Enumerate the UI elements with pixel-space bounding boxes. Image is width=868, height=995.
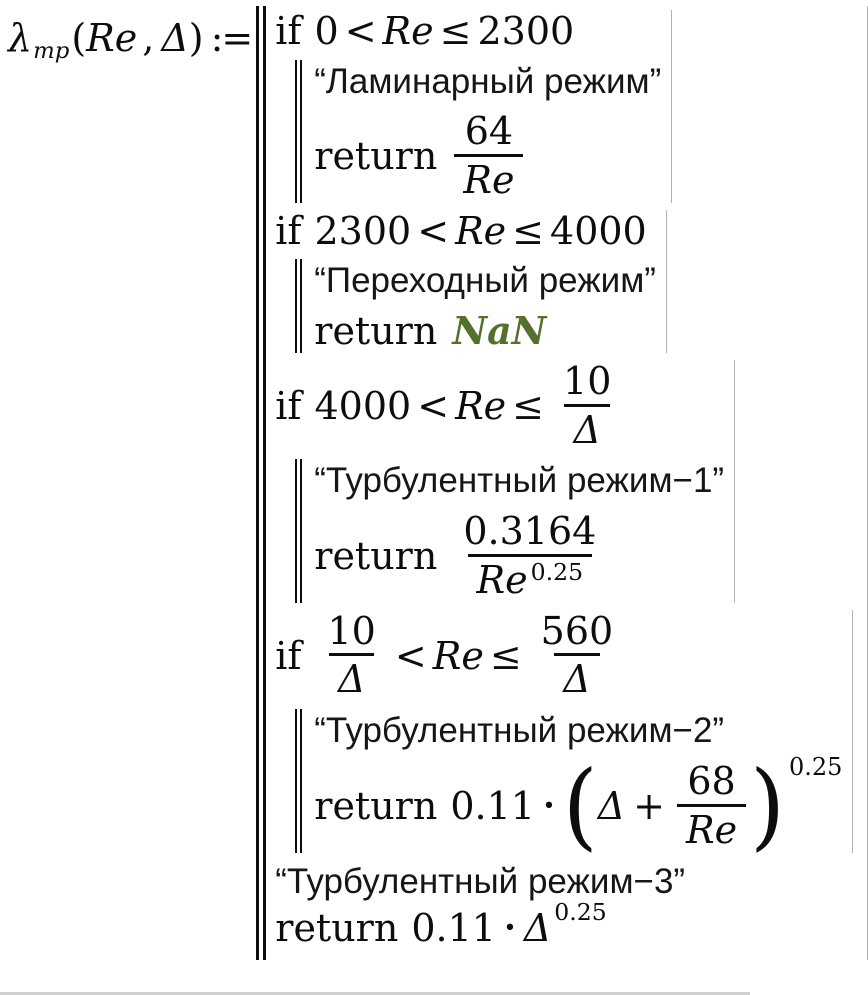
fraction-numerator: 560 (540, 608, 614, 653)
condition-line (275, 610, 626, 703)
return-line (314, 110, 527, 203)
keyword-return: return (314, 309, 438, 354)
left-paren: ( (562, 750, 598, 861)
exponent: 0.25 (530, 557, 584, 586)
lhs-left-paren: ( (71, 16, 87, 60)
function-symbol-lambda: λ (8, 16, 33, 60)
less-equal-operator: ≤ (512, 208, 545, 253)
assign-operator: := (210, 16, 252, 60)
variable-re: Re (432, 633, 484, 678)
branch-body (295, 60, 661, 203)
argument-delta: Δ (161, 16, 189, 60)
less-equal-operator: ≤ (439, 9, 472, 53)
condition-line (275, 10, 574, 53)
less-equal-operator: ≤ (512, 383, 545, 428)
less-equal-operator: ≤ (489, 633, 522, 678)
condition-line (275, 360, 624, 453)
plus-operator: + (633, 784, 665, 829)
if-branch-transitional (275, 210, 667, 353)
regime-label-laminar: “Ламинарный режим” (314, 61, 662, 101)
regime-label-transitional: “Переходный режим” (314, 261, 656, 301)
upper-bound-fraction (554, 360, 620, 453)
fraction-denominator: Re (677, 804, 746, 853)
keyword-if: if (275, 208, 302, 253)
condition-lower-bound: 2300 (314, 208, 412, 253)
function-subscript: mp (33, 37, 70, 64)
coefficient: 0.11 (411, 906, 496, 951)
if-branch-turbulent-2 (275, 608, 853, 861)
keyword-if: if (275, 633, 302, 678)
variable-re: Re (455, 383, 507, 428)
return-line (314, 750, 843, 861)
condition-upper-bound: 4000 (550, 208, 647, 253)
variable-re: Re (382, 9, 434, 53)
coefficient: 0.11 (450, 784, 535, 829)
exponent: 0.25 (788, 753, 843, 782)
upper-bound-fraction (532, 610, 623, 703)
keyword-return: return (314, 134, 438, 179)
fraction-denominator: Δ (564, 404, 609, 453)
condition-lower-bound: 4000 (314, 383, 412, 428)
program-statements (275, 6, 868, 960)
return-line-else (275, 897, 607, 951)
regime-label-turbulent-3: “Турбулентный режим−3” (275, 861, 686, 901)
less-than-operator: < (344, 9, 377, 53)
multiplication-dot: · (542, 786, 555, 827)
lower-bound-fraction (319, 610, 385, 703)
return-line (314, 510, 609, 603)
less-than-operator: < (417, 208, 450, 253)
keyword-return: return (314, 534, 438, 579)
variable-delta: Δ (523, 906, 552, 951)
fraction-denominator (468, 554, 593, 603)
keyword-if: if (275, 9, 302, 53)
lhs-right-paren: ) (188, 16, 204, 60)
fraction-denominator: Δ (329, 653, 374, 702)
regime-label-turbulent-2: “Турбулентный режим−2” (314, 711, 725, 751)
fraction-numerator: 64 (464, 109, 514, 154)
less-than-operator: < (394, 633, 427, 678)
fraction (454, 110, 523, 203)
program-block (256, 6, 868, 960)
fraction-numerator: 0.3164 (463, 509, 597, 554)
fraction-numerator: 10 (563, 358, 612, 403)
branch-bracket (295, 60, 302, 203)
regime-label-turbulent-1: “Турбулентный режим−1” (314, 461, 725, 501)
condition-lower-bound: 0 (314, 9, 339, 53)
argument-re: Re (86, 16, 138, 60)
keyword-return: return (314, 784, 438, 829)
fraction (677, 760, 746, 853)
nan-value: NaN (452, 308, 547, 354)
keyword-if: if (275, 383, 302, 428)
branch-bracket (295, 709, 302, 852)
variable-delta: Δ (597, 784, 626, 829)
branch-body (295, 709, 843, 861)
return-line (314, 310, 546, 353)
exponent: 0.25 (554, 897, 607, 926)
condition-line (275, 210, 646, 253)
function-lhs (8, 6, 252, 64)
fraction (454, 510, 605, 603)
right-paren: ) (750, 750, 785, 861)
branch-body (295, 259, 656, 352)
argument-comma: , (142, 16, 155, 60)
variable-re: Re (476, 557, 528, 602)
if-branch-turbulent-1 (275, 360, 735, 603)
variable-re: Re (455, 208, 507, 253)
program-bracket (256, 6, 266, 960)
fraction-denominator: Re (454, 154, 523, 203)
branch-body (295, 459, 724, 602)
keyword-return: return (275, 906, 399, 951)
multiplication-dot: · (503, 908, 516, 949)
branch-bracket (295, 259, 302, 352)
fraction-denominator: Δ (554, 653, 599, 702)
fraction-numerator: 68 (687, 759, 736, 804)
condition-upper-bound: 2300 (477, 9, 575, 53)
branch-bracket (295, 459, 302, 602)
if-branch-laminar (275, 10, 672, 203)
less-than-operator: < (417, 383, 450, 428)
fraction-numerator: 10 (327, 608, 376, 653)
